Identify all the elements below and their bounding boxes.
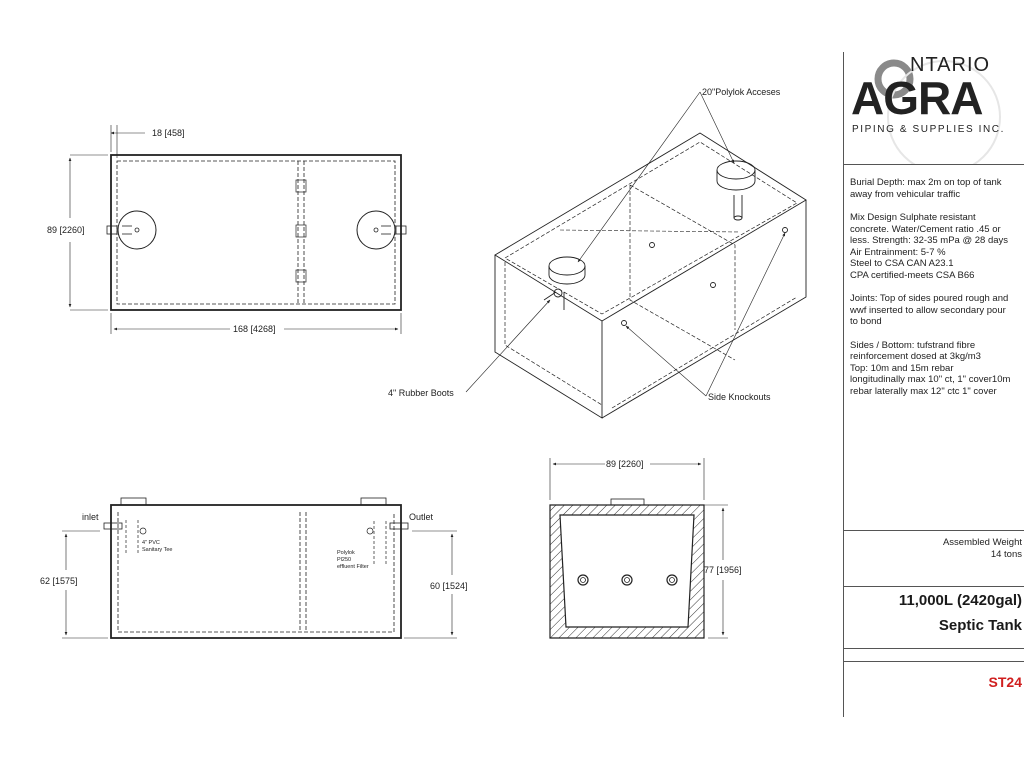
inlet-label: inlet <box>82 512 99 522</box>
iso-view <box>466 92 806 418</box>
tee-label-2: Sanitary Tee <box>142 547 173 553</box>
divider <box>844 164 1024 165</box>
iso-access-cover-icon <box>544 257 585 310</box>
company-logo <box>844 52 1024 164</box>
side-view <box>62 498 457 638</box>
iso-access-cover-icon <box>717 161 755 220</box>
product-name: Septic Tank <box>938 617 1022 634</box>
note-burial: Burial Depth: max 2m on top of tank away from vehicular traffic <box>850 177 1002 200</box>
logo-agra: AGRA <box>851 72 983 124</box>
filter-label-2: Pl250 <box>337 557 352 563</box>
filter-label-3: effluent Filter <box>337 564 369 570</box>
dim-outlet: 60 [1524] <box>430 581 468 591</box>
divider <box>844 661 1024 662</box>
capacity: 11,000L (2420gal) <box>898 592 1022 609</box>
note-mix-design: Mix Design Sulphate resistant concrete. Water/Cement ratio .45 or less. Strength: 32-35 mPa @ 28 days Air Entrainment: 5-7 % Steel to CSA CAN A23.1 CPA certified-meets CSA B66 <box>850 212 1009 281</box>
dim-end-width: 89 [2260] <box>606 459 644 469</box>
access-cover-icon <box>107 211 156 249</box>
title-block <box>843 52 1024 717</box>
weight-label: Assembled Weight <box>942 537 1022 548</box>
dim-inlet: 62 [1575] <box>40 576 78 586</box>
callout-rubber-boots: 4" Rubber Boots <box>388 388 454 398</box>
tee-label-1: 4" PVC <box>142 540 160 546</box>
dim-end-height: 77 [1956] <box>704 565 742 575</box>
filter-label-1: Polylok <box>337 550 355 556</box>
logo-ontario: NTARIO <box>910 54 991 76</box>
dim-length: 168 [4268] <box>233 324 276 334</box>
note-reinforcement: Sides / Bottom: tufstrand fibre reinforcement dosed at 3kg/m3 Top: 10m and 15m rebar longitudinally max 10" ct, 1" cover10m rebar laterally max 12" ctc 1" cover <box>850 339 1011 397</box>
weight-value: 14 tons <box>990 549 1022 560</box>
callout-side-knockouts: Side Knockouts <box>708 392 771 402</box>
divider <box>844 530 1024 531</box>
outlet-label: Outlet <box>409 512 434 522</box>
top-view <box>70 125 406 334</box>
end-view <box>550 458 728 638</box>
logo-tagline: PIPING & SUPPLIES INC. <box>852 124 1006 135</box>
access-cover-icon <box>357 211 406 249</box>
note-joints: Joints: Top of sides poured rough and wwf inserted to allow secondary pour to bond <box>850 293 1009 327</box>
callout-polylok-access: 20"Polylok Acceses <box>702 87 781 97</box>
dim-height: 89 [2260] <box>47 225 85 235</box>
dim-inset: 18 [458] <box>152 128 185 138</box>
divider <box>844 586 1024 587</box>
model-code: ST24 <box>988 674 1022 690</box>
divider <box>844 648 1024 649</box>
specification-notes <box>850 177 1022 409</box>
